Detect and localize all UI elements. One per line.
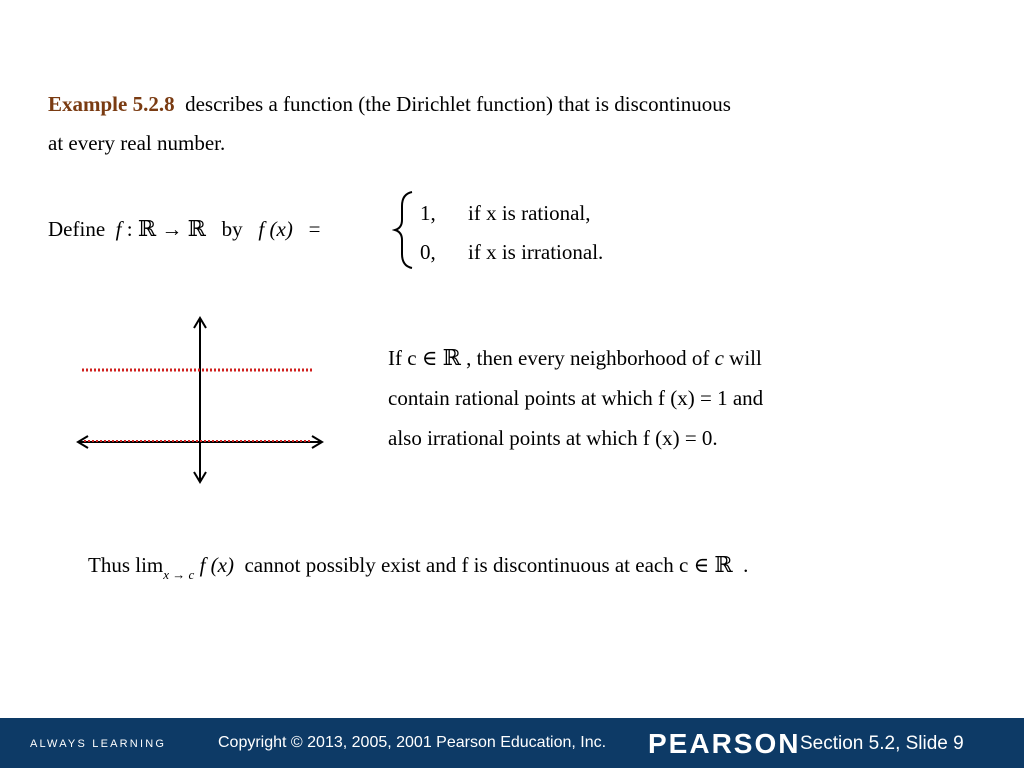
example-text-1: describes a function (the Dirichlet function) that is discontinuous: [185, 92, 731, 116]
example-line-1: [48, 92, 731, 117]
reals-symbol-3: ℝ: [442, 346, 461, 371]
if-c-in: If c ∈: [388, 346, 438, 370]
definition-lhs: [48, 217, 320, 242]
arrow-symbol: →: [161, 217, 183, 241]
limit-subscript: x → c: [163, 567, 195, 582]
case-2: [420, 240, 436, 265]
conclusion-text: cannot possibly exist and f is discontinuous at each c ∈: [244, 553, 710, 577]
will-word: will: [729, 346, 762, 370]
case-2-value: 0,: [420, 240, 436, 264]
reals-symbol-1: ℝ: [137, 217, 157, 242]
case-1: [420, 201, 436, 226]
reals-symbol-2: ℝ: [187, 217, 206, 242]
footer-copyright: Copyright © 2013, 2005, 2001 Pearson Education, Inc.: [218, 734, 607, 751]
reals-symbol-4: ℝ: [714, 553, 733, 578]
neighborhood-text: , then every neighborhood of: [466, 346, 710, 370]
slide-number: Section 5.2, Slide 9: [800, 733, 964, 754]
case-2-condition: if x is irrational.: [468, 240, 604, 264]
thus-lim: Thus lim: [88, 553, 164, 577]
example-label: Example 5.2.8: [48, 92, 175, 116]
neighborhood-line-2: contain rational points at which f (x) = 1 and: [388, 386, 764, 410]
define-word: Define: [48, 217, 106, 241]
footer-bar: [0, 718, 1024, 768]
conclusion-line: [88, 553, 749, 582]
conclusion-fx: f (x): [199, 553, 234, 577]
dirichlet-illustration: [70, 310, 330, 490]
piecewise-brace-icon: [392, 190, 416, 270]
vertical-double-arrow-icon: [194, 318, 206, 482]
fx-symbol: f (x): [258, 217, 293, 241]
neighborhood-line-3: also irrational points at which f (x) = 0.: [388, 426, 718, 450]
colon-symbol: :: [126, 217, 133, 241]
equals-symbol: =: [308, 217, 321, 241]
by-word: by: [221, 217, 243, 241]
case-1-value: 1,: [420, 201, 436, 225]
case-1-condition: if x is rational,: [468, 201, 591, 225]
pearson-logo: PEARSON: [648, 728, 801, 759]
example-line-2: at every real number.: [48, 131, 226, 155]
c-symbol: c: [714, 346, 724, 370]
footer-tagline: ALWAYS LEARNING: [30, 738, 167, 750]
neighborhood-line-1: [388, 346, 762, 371]
f-symbol: f: [115, 217, 122, 241]
conclusion-period: .: [743, 553, 749, 577]
